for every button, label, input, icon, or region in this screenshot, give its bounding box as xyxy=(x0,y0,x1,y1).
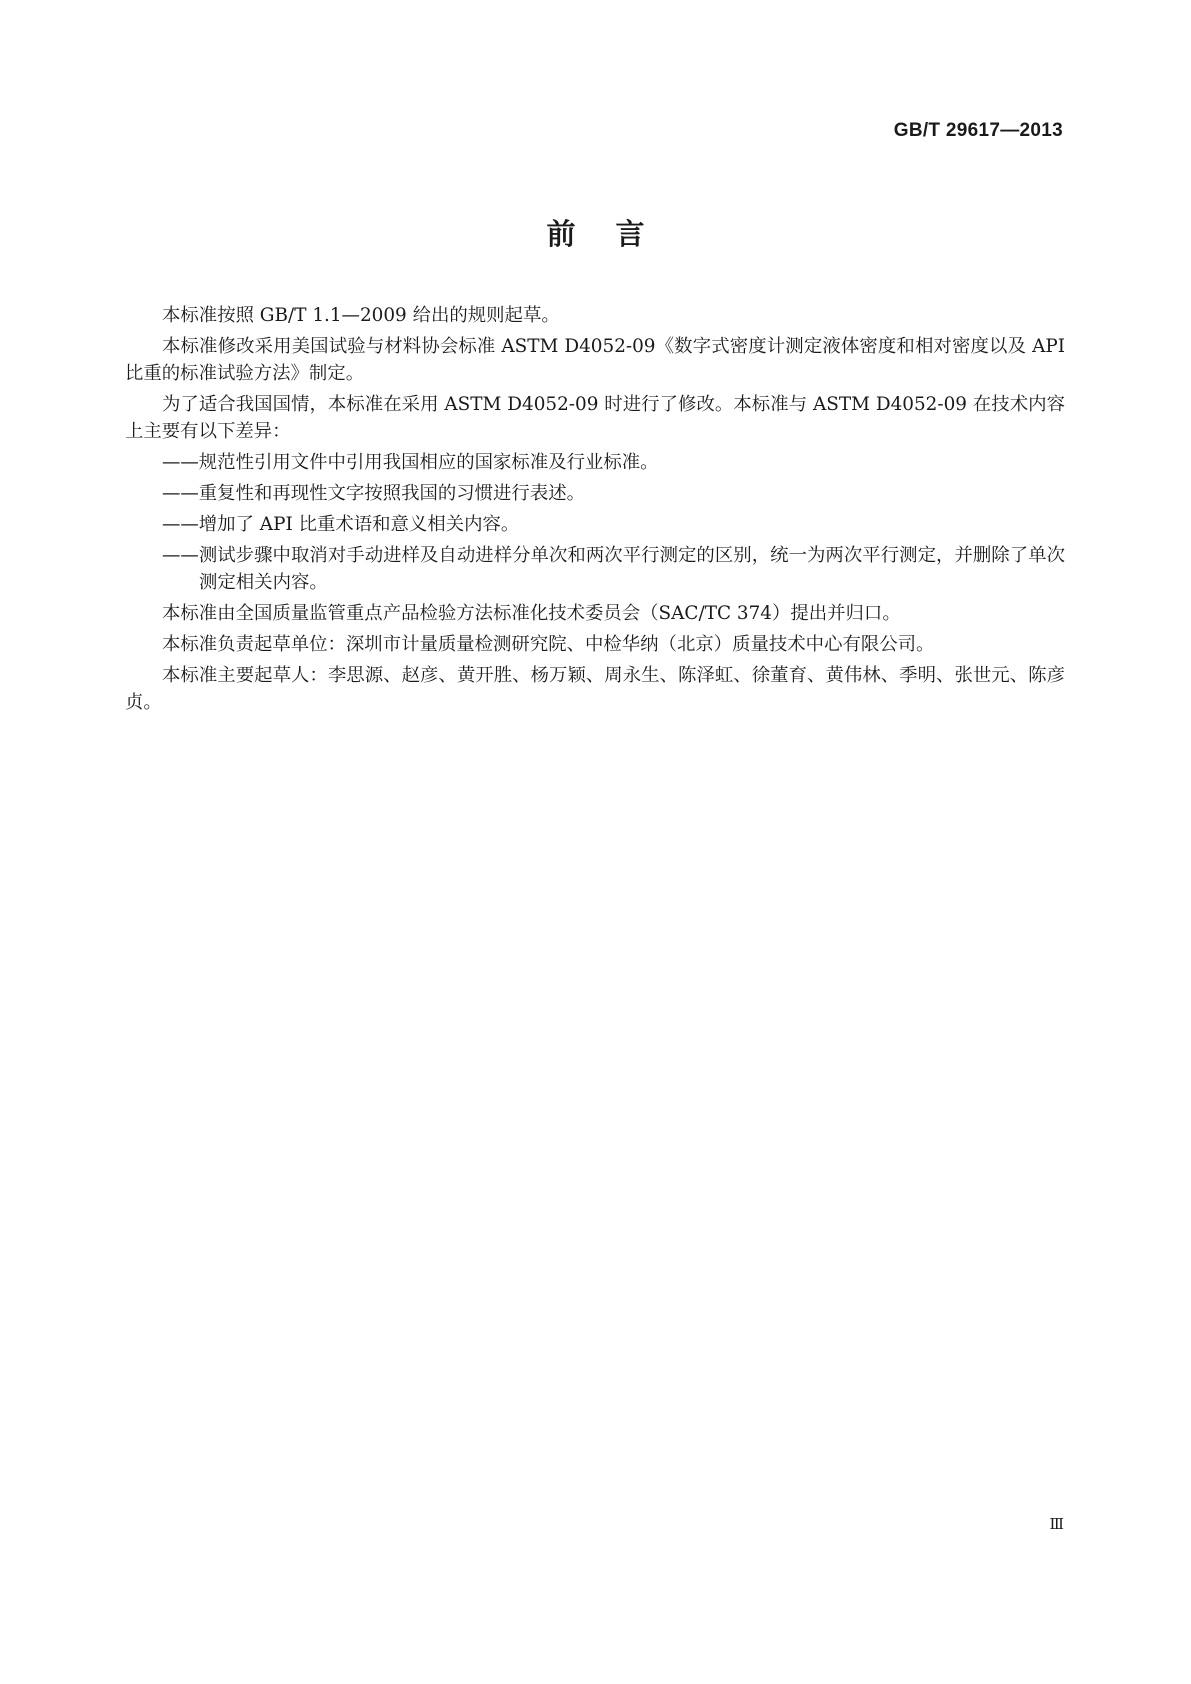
paragraph-adoption: 本标准修改采用美国试验与材料协会标准 ASTM D4052-09《数字式密度计测定液体密度和相对密度以及 API 比重的标准试验方法》制定。 xyxy=(125,336,1065,384)
standard-number: GB/T 29617—2013 xyxy=(893,120,1063,141)
paragraph-drafting-units: 本标准负责起草单位：深圳市计量质量检测研究院、中检华纳（北京）质量技术中心有限公司。 xyxy=(162,634,935,655)
foreword-body xyxy=(125,302,1065,720)
list-item-api-gravity: ——增加了 API 比重术语和意义相关内容。 xyxy=(162,514,520,535)
list-item-repeatability: ——重复性和再现性文字按照我国的习惯进行表述。 xyxy=(162,483,585,504)
paragraph-proposer: 本标准由全国质量监管重点产品检验方法标准化技术委员会（SAC/TC 374）提出并归口。 xyxy=(162,603,901,624)
page-number: Ⅲ xyxy=(1049,1515,1063,1533)
paragraph-drafters: 本标准主要起草人：李思源、赵彦、黄开胜、杨万颖、周永生、陈泽虹、徐董育、黄伟林、季明、张世元、陈彦贞。 xyxy=(125,665,1065,713)
page-title: 前言 xyxy=(546,217,685,251)
list-item-test-procedure: ——测试步骤中取消对手动进样及自动进样分单次和两次平行测定的区别，统一为两次平行测定，并删除了单次测定相关内容。 xyxy=(162,545,1065,593)
list-item-normative-references: ——规范性引用文件中引用我国相应的国家标准及行业标准。 xyxy=(162,452,659,473)
paragraph-differences-intro: 为了适合我国国情，本标准在采用 ASTM D4052-09 时进行了修改。本标准与 ASTM D4052-09 在技术内容上主要有以下差异： xyxy=(125,394,1065,442)
paragraph-drafting-rules: 本标准按照 GB/T 1.1—2009 给出的规则起草。 xyxy=(162,305,560,326)
